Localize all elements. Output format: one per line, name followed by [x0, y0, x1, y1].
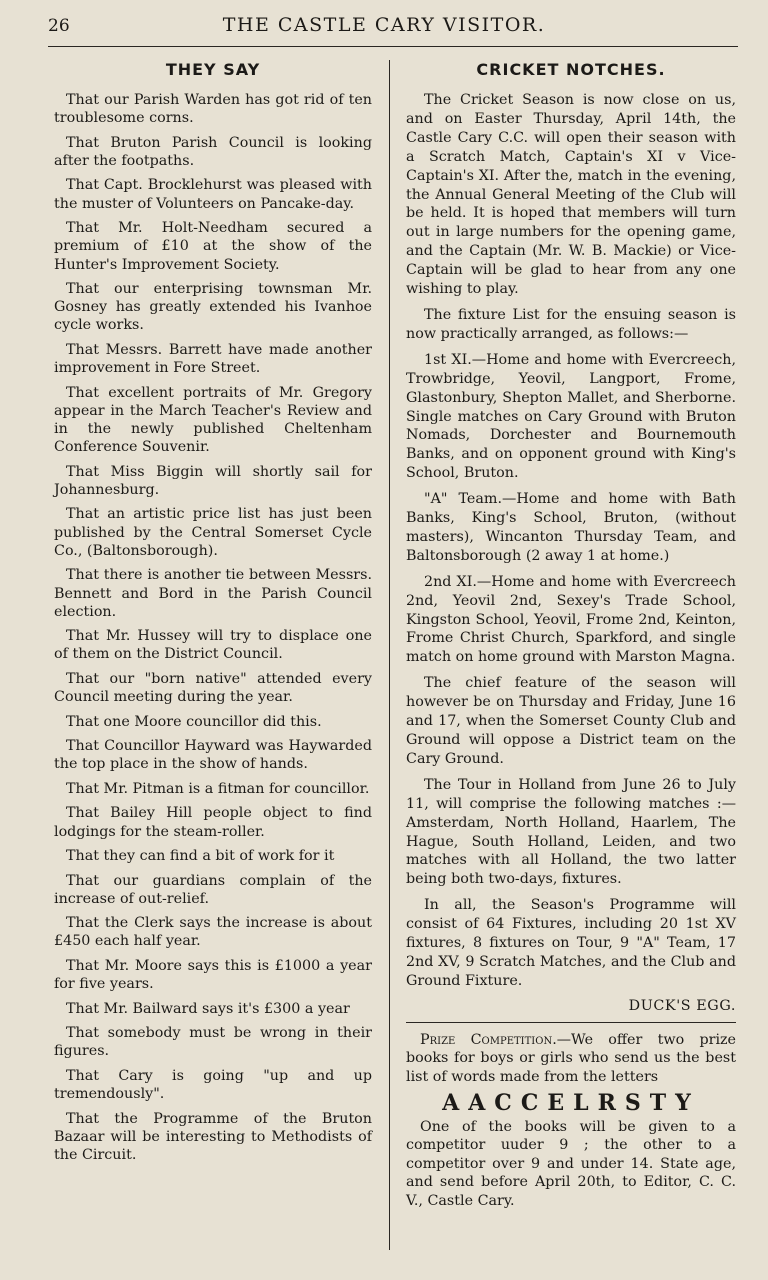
prize-label: Prize Competition.: [420, 1031, 557, 1048]
cricket-paragraph: In all, the Season's Programme will consist of 64 Fixtures, including 20 1st XV fixtures, 8 fixtures on Tour, 9 "A" Team, 17 2nd XV, 9 Scratch Matches, and the Club and Ground Fixture.: [406, 897, 736, 989]
they-say-item: That Messrs. Barrett have made another improvement in Fore Street.: [54, 341, 372, 377]
prize-text: —We offer two prize books for boys or girls who send us the best list of words made from the letters: [406, 1031, 737, 1085]
they-say-item: That Miss Biggin will shortly sail for Johannesburg.: [54, 463, 372, 498]
section-rule: [406, 1022, 736, 1023]
they-say-item: That Mr. Pitman is a fitman for councillor.: [66, 780, 370, 797]
they-say-item: That Mr. Holt-Needham secured a premium of £10 at the show of the Hunter's Improvement Society.: [54, 220, 372, 273]
they-say-item: That excellent portraits of Mr. Gregory appear in the March Teacher's Review and in the newly published Cheltenham Conference Souvenir.: [54, 384, 372, 456]
they-say-item: That Capt. Brocklehurst was pleased with the muster of Volunteers on Pancake-day.: [54, 177, 372, 212]
they-say-item: That they can find a bit of work for it: [66, 848, 335, 865]
prize-letters: AACCELRSTY: [442, 1090, 700, 1116]
cricket-signature: DUCK'S EGG.: [628, 997, 736, 1014]
header-rule: [48, 46, 738, 47]
cricket-paragraph: The Cricket Season is now close on us, and on Easter Thursday, April 14th, the Castle Cary C.C. will open their season with a Scratch Match, Captain's XI v Vice-Captain's XI. After the, match in the evening, the Annual General Meeting of the Club will be held. It is hoped that members will turn out in large numbers for the opening game, and the Captain (Mr. W. B. Mackie) or Vice-Captain will be glad to hear from any one wishing to play.: [406, 92, 736, 298]
they-say-item: That somebody must be wrong in their figures.: [54, 1025, 372, 1060]
cricket-paragraph: "A" Team.—Home and home with Bath Banks, King's School, Bruton, (without masters), Wincanton Thursday Team, and Baltonsborough (2 away 1 at home.): [406, 491, 736, 564]
they-say-item: That the Programme of the Bruton Bazaar will be interesting to Methodists of the Circuit.: [54, 1110, 372, 1163]
prize-details: One of the books will be given to a competitor uuder 9 ; the other to a competitor over 9 and under 14. State age, and send before April 20th, to Editor, C. C. V., Castle Cary.: [406, 1119, 736, 1209]
they-say-item: That our "born native" attended every Council meeting during the year.: [54, 670, 372, 706]
they-say-item: That the Clerk says the increase is about £450 each half year.: [54, 915, 372, 950]
they-say-item: That an artistic price list has just been published by the Central Somerset Cycle Co., (Baltonsborough).: [54, 506, 372, 559]
page-number: 26: [48, 16, 70, 36]
cricket-paragraph: The Tour in Holland from June 26 to July 11, will comprise the following matches :—Amsterdam, North Holland, Haarlem, The Hague, South Holland, Leiden, and two matches with all Holland, the two latter being both two-days, fixtures.: [406, 776, 736, 888]
they-say-item: That there is another tie between Messrs. Bennett and Bord in the Parish Council election.: [54, 567, 372, 620]
they-say-item: That Councillor Hayward was Haywarded the top place in the show of hands.: [54, 738, 372, 773]
they-say-item: That our enterprising townsman Mr. Gosney has greatly extended his Ivanhoe cycle works.: [54, 281, 372, 334]
prize-intro: [406, 1031, 736, 1086]
they-say-item: That one Moore councillor did this.: [66, 713, 322, 730]
journal-title: THE CASTLE CARY VISITOR.: [222, 14, 546, 36]
they-say-column: [54, 58, 372, 1170]
they-say-item: That Mr. Moore says this is £1000 a year for five years.: [54, 957, 372, 993]
cricket-heading: CRICKET NOTCHES.: [476, 60, 666, 79]
cricket-paragraph: 1st XI.—Home and home with Evercreech, Trowbridge, Yeovil, Langport, Frome, Glastonbury, Shepton Mallet, and Sherborne. Single matches on Cary Ground with Bruton Nomads, Dorchester and Bournemouth Banks, and on opponent ground with King's School, Bruton.: [406, 351, 736, 482]
they-say-item: That Cary is going "up and up tremendously".: [54, 1067, 372, 1103]
they-say-heading: THEY SAY: [165, 60, 261, 79]
they-say-item: That our guardians complain of the increase of out-relief.: [54, 872, 372, 907]
cricket-column: [406, 58, 736, 1212]
cricket-paragraph: 2nd XI.—Home and home with Evercreech 2nd, Yeovil 2nd, Sexey's Trade School, Kingston School, Yeovil, Frome 2nd, Keinton, Frome Christ Church, Sparkford, and single match on home ground with Marston Magna.: [406, 573, 736, 666]
they-say-item: That our Parish Warden has got rid of ten troublesome corns.: [54, 92, 372, 127]
running-head: [0, 14, 768, 38]
they-say-item: That Mr. Hussey will try to displace one of them on the District Council.: [54, 628, 372, 663]
cricket-paragraph: The chief feature of the season will however be on Thursday and Friday, June 16 and 17, when the Somerset County Club and Ground will oppose a District team on the Cary Ground.: [406, 675, 736, 767]
they-say-item: That Bailey Hill people object to find lodgings for the steam-roller.: [54, 805, 372, 840]
cricket-paragraph: The fixture List for the ensuing season is now practically arranged, as follows:—: [406, 306, 736, 342]
they-say-item: That Bruton Parish Council is looking after the footpaths.: [54, 134, 372, 169]
column-divider: [389, 60, 390, 1250]
they-say-item: That Mr. Bailward says it's £300 a year: [66, 1000, 350, 1017]
